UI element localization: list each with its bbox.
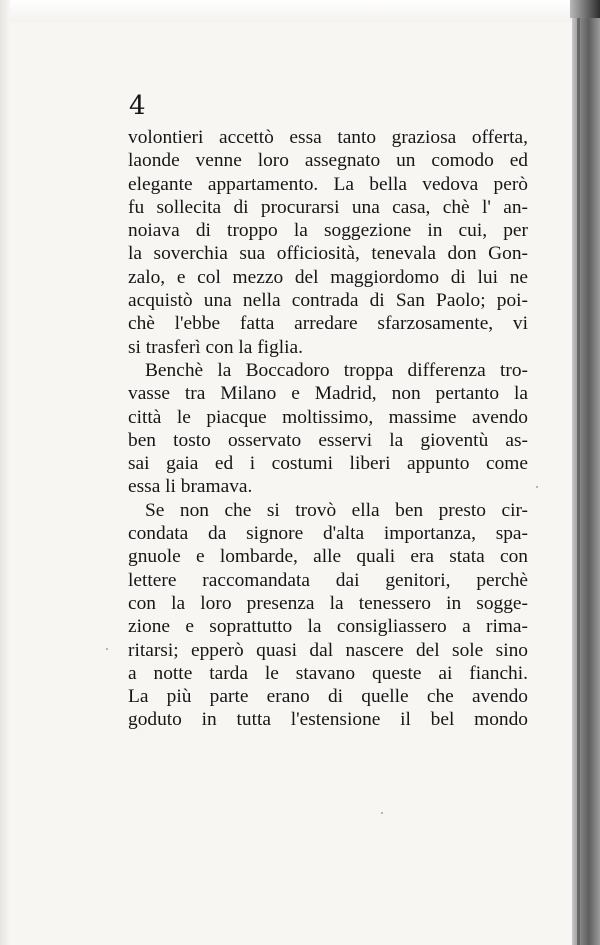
text-line: zalo, e col mezzo del maggiordomo di lui ne [128,266,528,288]
text-line: condata da signore d'alta importanza, spa- [128,523,528,545]
text-line: gnuole e lombarde, alle quali era stata con [128,546,528,568]
text-line: vasse tra Milano e Madrid, non pertanto la [128,383,528,405]
paper-speck [106,648,108,650]
text-line: si trasferì con la figlia. [128,336,303,358]
corner-shadow [570,0,600,18]
text-line: a notte tarda le stavano queste ai fianchi. [128,662,528,684]
page-top-edge [0,0,600,22]
text-line: elegante appartamento. La bella vedova però [128,173,528,195]
text-line: acquistò una nella contrada di San Paolo; poi- [128,290,528,312]
text-line: fu sollecita di procurarsi una casa, chè l' an- [128,196,528,218]
binding-shadow-line [577,0,580,945]
text-line: sai gaia ed i costumi liberi appunto come [128,453,528,475]
page-left-edge [0,0,10,945]
text-line: chè l'ebbe fatta arredare sfarzosamente, vi [128,313,528,335]
text-line: con la loro presenza la tenessero in sogge- [128,592,528,614]
page-number: 4 [129,91,146,121]
text-line: La più parte erano di quelle che avendo [128,686,528,708]
text-line: ben tosto osservato esservi la gioventù as- [128,429,528,451]
text-line: Se non che si trovò ella ben presto cir- [145,499,528,521]
text-line: lettere raccomandata dai genitori, perchè [128,569,528,591]
text-line: goduto in tutta l'estensione il bel mondo [128,709,528,731]
text-line: essa li bramava. [128,476,253,498]
text-line: laonde venne loro assegnato un comodo ed [128,150,528,172]
text-line: zione e soprattutto la consigliassero a rima- [128,616,528,638]
paper-speck [536,486,538,488]
text-line: ritarsi; epperò quasi dal nascere del sole sino [128,639,528,661]
text-line: noiava di troppo la soggezione in cui, per [128,220,528,242]
text-line: città le piacque moltissimo, massime avendo [128,406,528,428]
paper-speck [381,812,383,814]
text-line: Benchè la Boccadoro troppa differenza tro- [145,359,528,381]
text-line: la soverchia sua officiosità, tenevala don Gon- [128,243,528,265]
text-line: volontieri accettò essa tanto graziosa offerta, [128,127,528,148]
body-text [128,126,528,732]
